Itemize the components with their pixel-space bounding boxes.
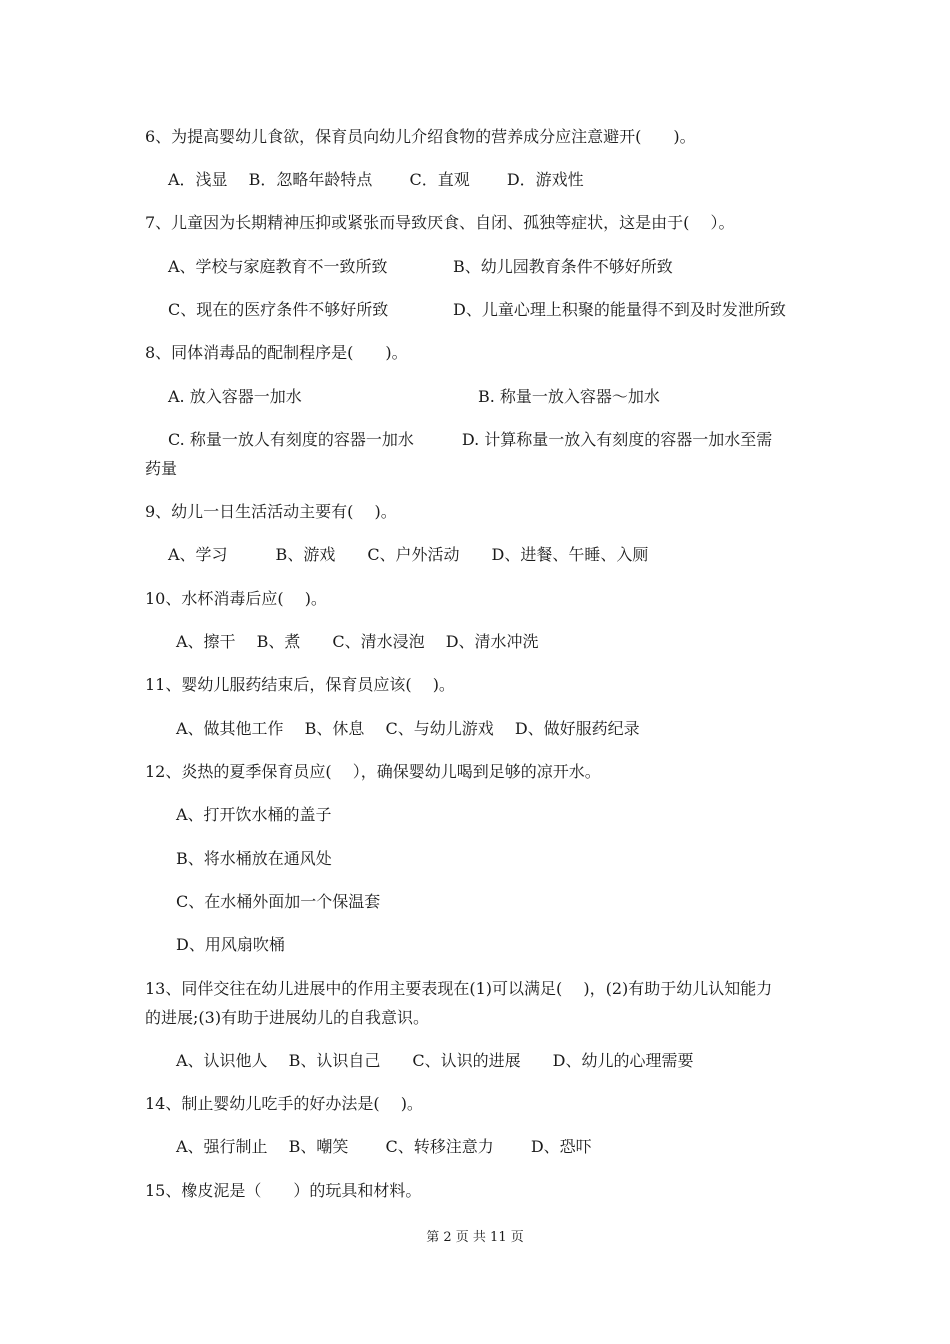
question-11-options: A、做其他工作 B、休息 C、与幼儿游戏 D、做好服药纪录 xyxy=(176,719,640,738)
question-6-options: A．浅显 B．忽略年龄特点 C．直观 D．游戏性 xyxy=(168,170,584,189)
question-9-stem: 9、幼儿一日生活活动主要有( )。 xyxy=(145,502,397,521)
page-number-footer: 第 2 页 共 11 页 xyxy=(426,1230,524,1245)
question-12-stem: 12、炎热的夏季保育员应( ），确保婴幼儿喝到足够的凉开水。 xyxy=(145,762,601,781)
question-7-option-a: A、学校与家庭教育不一致所致 xyxy=(168,257,388,276)
question-12-option-b: B、将水桶放在通风处 xyxy=(176,849,332,868)
question-6-stem: 6、为提高婴幼儿食欲，保育员向幼儿介绍食物的营养成分应注意避开( )。 xyxy=(145,127,696,146)
question-11-stem: 11、婴幼儿服药结束后，保育员应该( )。 xyxy=(145,675,455,694)
question-12-option-a: A、打开饮水桶的盖子 xyxy=(176,805,332,824)
question-8-stem: 8、同体消毒品的配制程序是( )。 xyxy=(145,343,408,362)
question-14-options: A、强行制止 B、嘲笑 C、转移注意力 D、恐吓 xyxy=(176,1137,592,1156)
question-10-options: A、擦干 B、煮 C、清水浸泡 D、清水冲洗 xyxy=(176,632,539,651)
question-13-stem: 13、同伴交往在幼儿进展中的作用主要表现在(1)可以满足( )，(2)有助于幼儿认知能力 xyxy=(145,979,773,998)
question-14-stem: 14、制止婴幼儿吃手的好办法是( )。 xyxy=(145,1094,423,1113)
question-7-option-c: C、现在的医疗条件不够好所致 xyxy=(168,300,389,319)
question-8-options-cd-wrap: 药量 xyxy=(145,459,178,478)
question-8-options-cd: C. 称量一放人有刻度的容器一加水 D. 计算称量一放入有刻度的容器一加水至需 xyxy=(168,430,773,449)
question-7-option-d: D、儿童心理上积聚的能量得不到及时发泄所致 xyxy=(453,300,786,319)
question-7-stem: 7、儿童因为长期精神压抑或紧张而导致厌食、自闭、孤独等症状，这是由于( ）。 xyxy=(145,213,735,232)
question-12-option-c: C、在水桶外面加一个保温套 xyxy=(176,892,381,911)
question-15-stem: 15、橡皮泥是（ ）的玩具和材料。 xyxy=(145,1181,422,1200)
question-7-option-b: B、幼儿园教育条件不够好所致 xyxy=(453,257,673,276)
question-10-stem: 10、水杯消毒后应( )。 xyxy=(145,589,327,608)
question-9-options: A、学习 B、游戏 C、户外活动 D、进餐、午睡、入厕 xyxy=(168,545,649,564)
question-8-option-a: A. 放入容器一加水 xyxy=(168,387,302,406)
question-8-option-b: B. 称量一放入容器～加水 xyxy=(478,387,660,406)
question-13-options: A、认识他人 B、认识自己 C、认识的进展 D、幼儿的心理需要 xyxy=(176,1051,694,1070)
question-13-stem-wrap: 的进展;(3)有助于进展幼儿的自我意识。 xyxy=(145,1008,430,1027)
question-12-option-d: D、用风扇吹桶 xyxy=(176,935,285,954)
